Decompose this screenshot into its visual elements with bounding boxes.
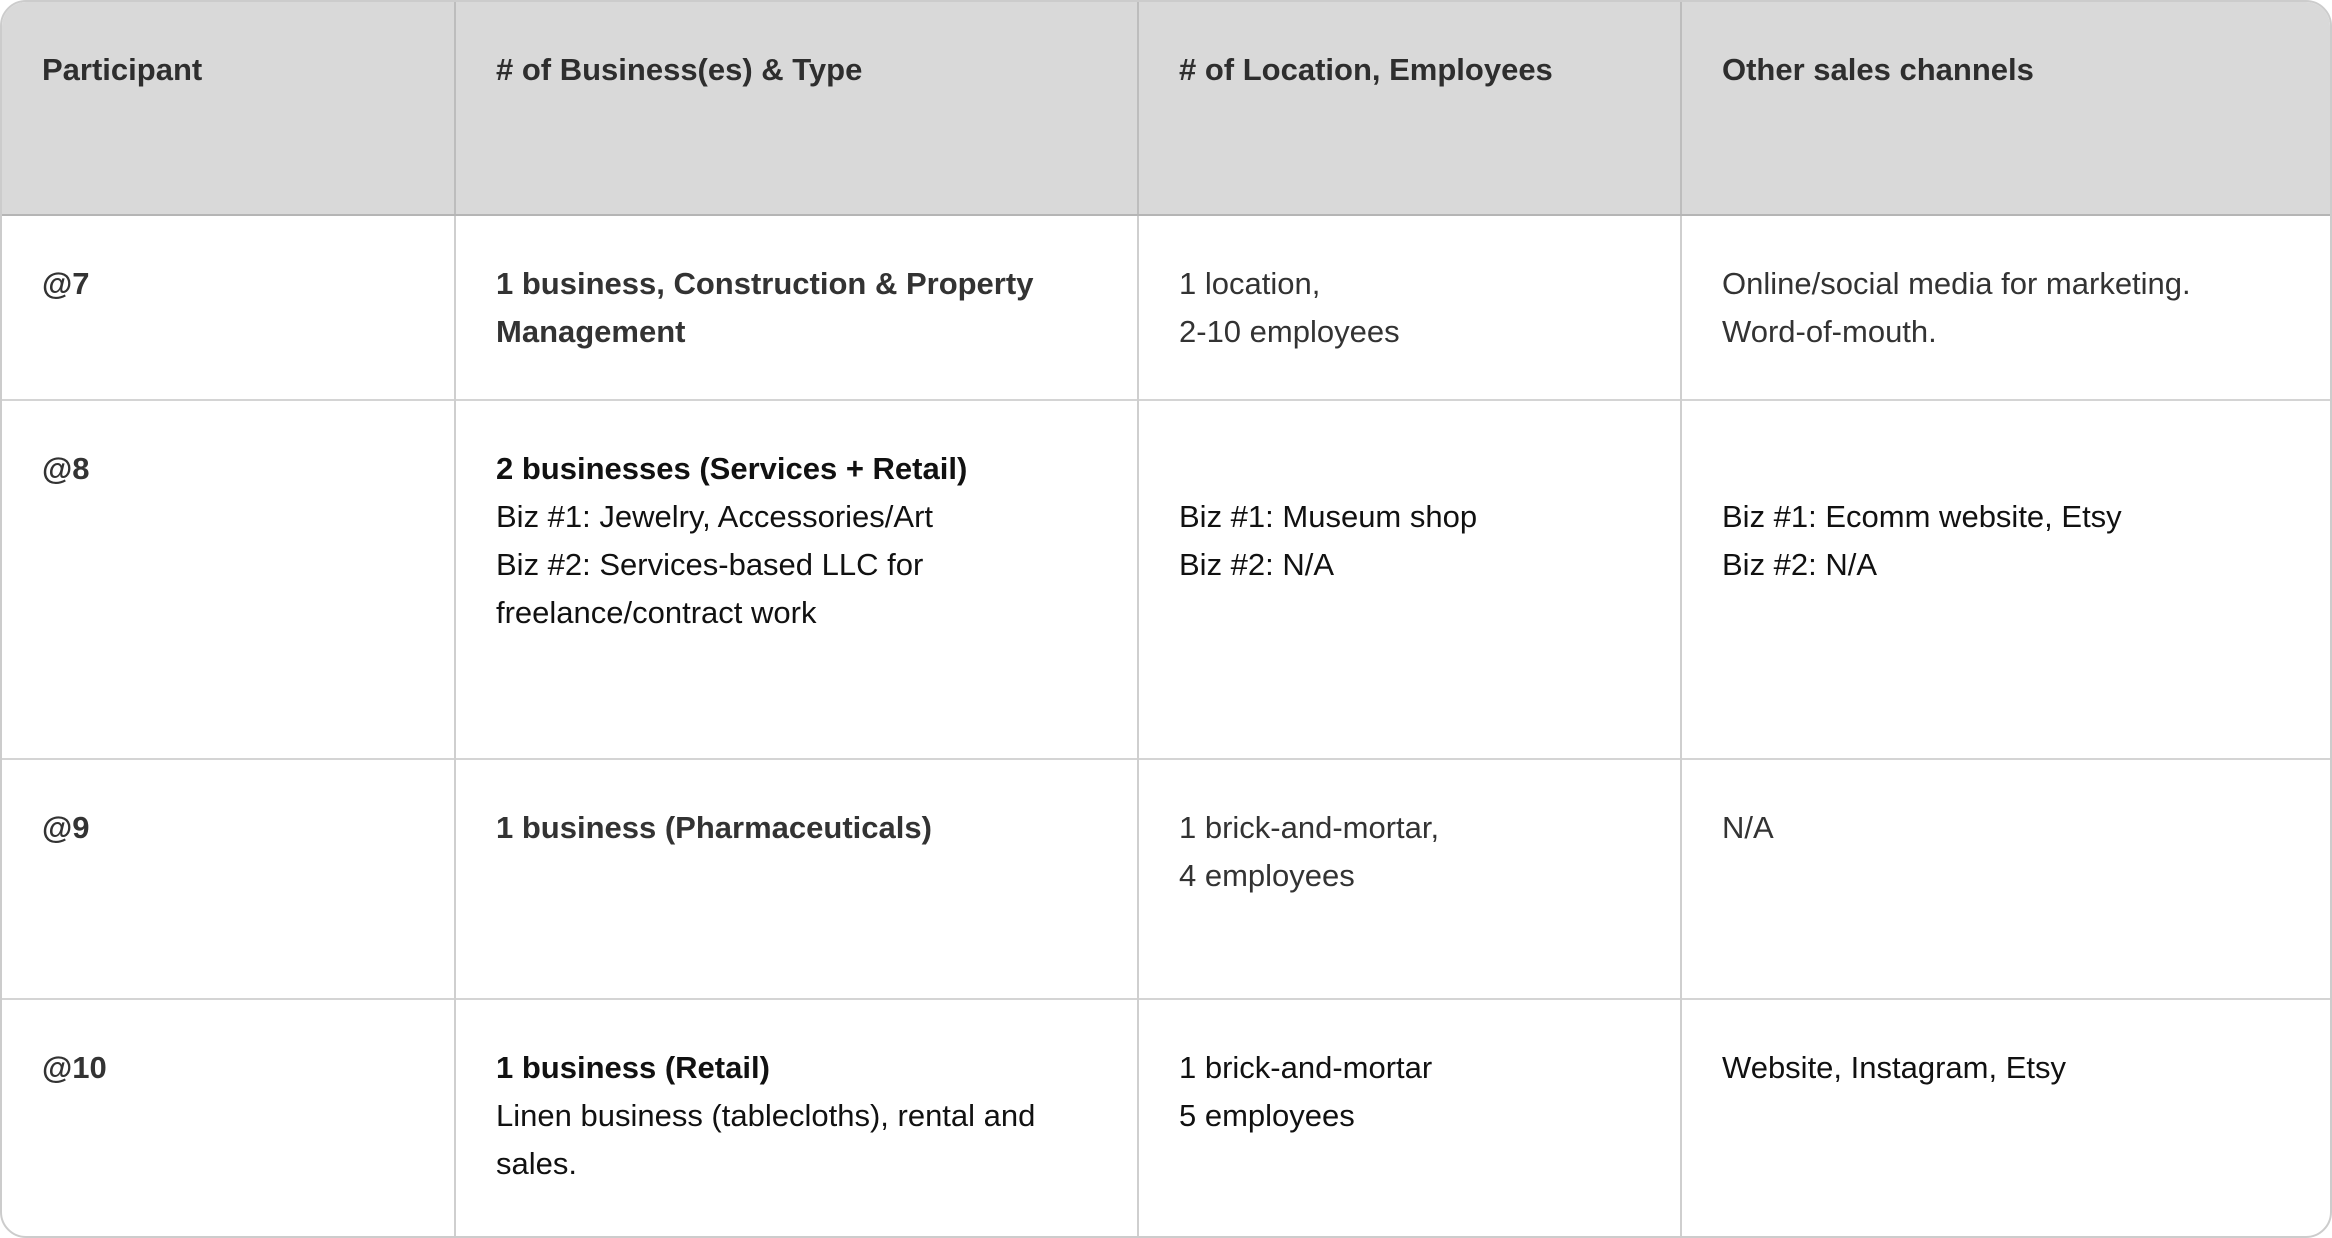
- channels-cell: [1681, 215, 2330, 400]
- participant-cell: @8: [2, 400, 455, 759]
- cell-spacer: [1179, 445, 1640, 493]
- participants-table: [2, 2, 2330, 1236]
- business-cell: [455, 400, 1138, 759]
- business-title: 1 business (Pharmaceuticals): [496, 810, 932, 846]
- location-cell: [1138, 215, 1681, 400]
- channels-line: N/A: [1722, 810, 1774, 846]
- participant-cell: @9: [2, 759, 455, 998]
- participant-cell: @7: [2, 215, 455, 400]
- channels-cell: [1681, 999, 2330, 1236]
- participant-cell: @10: [2, 999, 455, 1236]
- table-row: [2, 400, 2330, 759]
- channels-line: Biz #2: N/A: [1722, 547, 1878, 583]
- business-cell: [455, 999, 1138, 1236]
- location-line: Biz #1: Museum shop: [1179, 499, 1478, 535]
- channels-line: Website, Instagram, Etsy: [1722, 1049, 2066, 1085]
- header-participant: Participant: [2, 2, 455, 215]
- header-location-employees: # of Location, Employees: [1138, 2, 1681, 215]
- location-line: 5 employees: [1179, 1097, 1355, 1133]
- business-line: Biz #2: Services-based LLC for freelance/contract work: [496, 547, 924, 631]
- business-title: 1 business, Construction & Property Management: [496, 266, 1034, 349]
- header-sales-channels: Other sales channels: [1681, 2, 2330, 215]
- location-line: 1 location,: [1179, 266, 1321, 301]
- location-cell: [1138, 999, 1681, 1236]
- table-row: [2, 999, 2330, 1236]
- business-cell: [455, 215, 1138, 400]
- header-row: [2, 2, 2330, 215]
- location-cell: [1138, 759, 1681, 998]
- location-line: 1 brick-and-mortar,: [1179, 810, 1440, 846]
- location-line: Biz #2: N/A: [1179, 547, 1335, 583]
- header-business-type: # of Business(es) & Type: [455, 2, 1138, 215]
- channels-line: Word-of-mouth.: [1722, 314, 1937, 349]
- channels-cell: [1681, 759, 2330, 998]
- channels-cell: [1681, 400, 2330, 759]
- location-cell: [1138, 400, 1681, 759]
- business-line: Linen business (tablecloths), rental and sales.: [496, 1097, 1036, 1181]
- location-line: 4 employees: [1179, 858, 1355, 894]
- business-title: 1 business (Retail): [496, 1049, 770, 1085]
- channels-line: Biz #1: Ecomm website, Etsy: [1722, 499, 2122, 535]
- business-title: 2 businesses (Services + Retail): [496, 451, 968, 487]
- channels-line: Online/social media for marketing.: [1722, 266, 2191, 301]
- location-line: 2-10 employees: [1179, 314, 1400, 349]
- table-row: [2, 759, 2330, 998]
- table-header: [2, 2, 2330, 215]
- table-body: [2, 215, 2330, 1236]
- location-line: 1 brick-and-mortar: [1179, 1049, 1433, 1085]
- business-line: Biz #1: Jewelry, Accessories/Art: [496, 499, 934, 535]
- table-row: [2, 215, 2330, 400]
- cell-spacer: [1722, 445, 2290, 493]
- business-cell: [455, 759, 1138, 998]
